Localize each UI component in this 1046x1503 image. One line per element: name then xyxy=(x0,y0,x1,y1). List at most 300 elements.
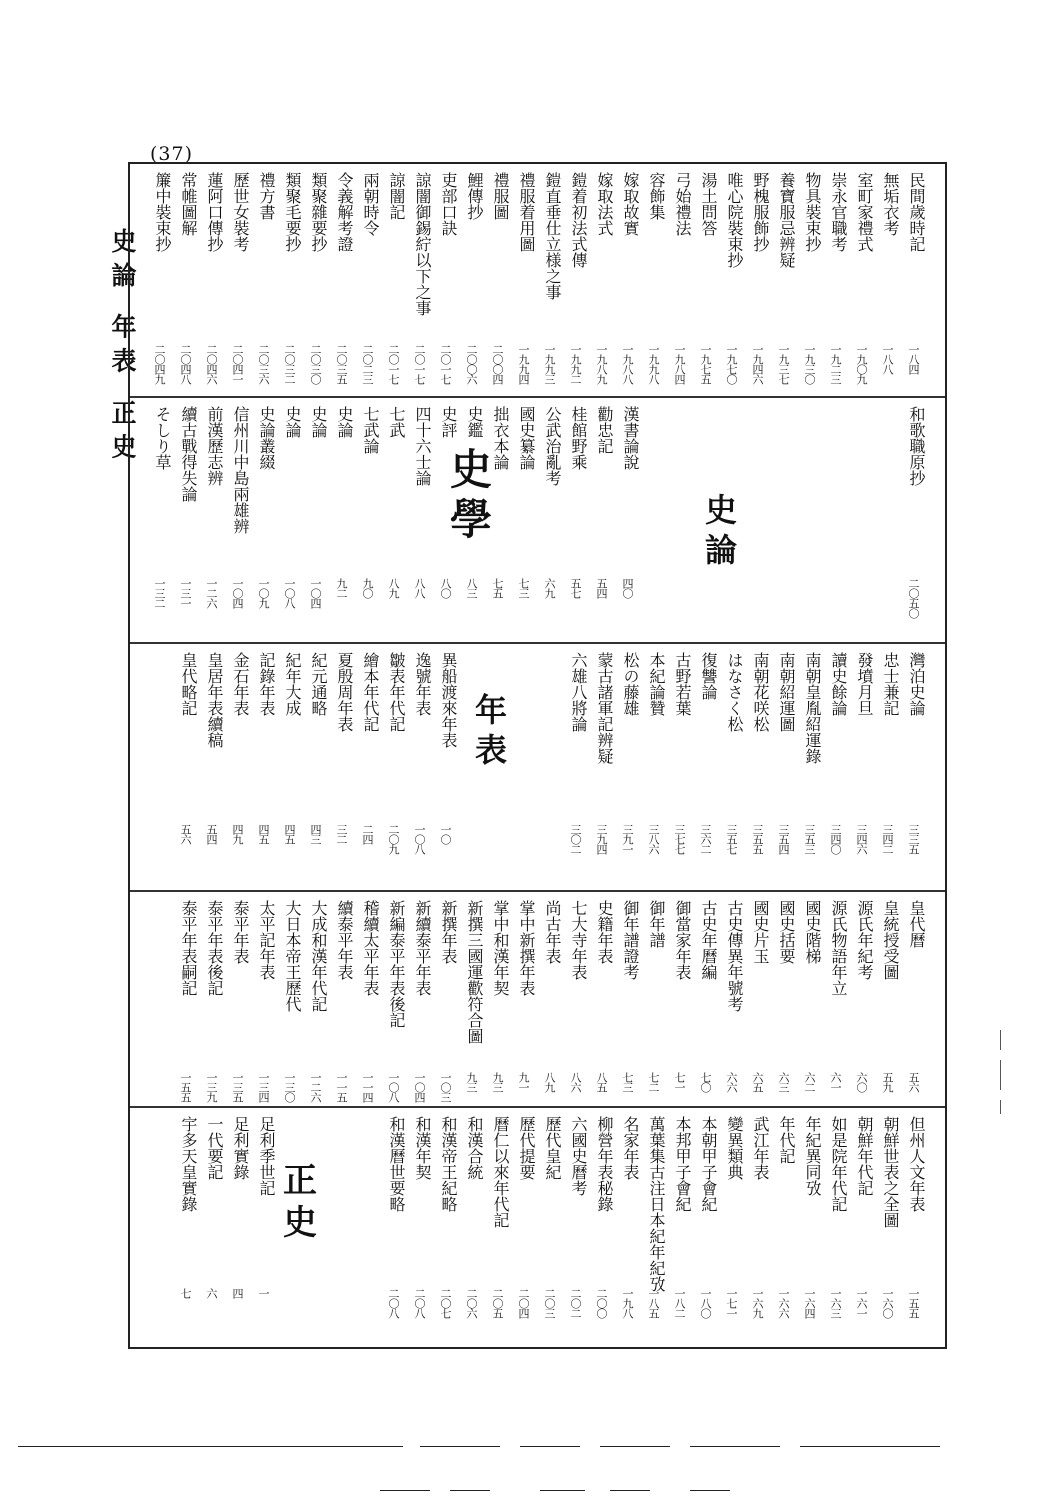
entry-title: 源氏物語年立 xyxy=(829,900,848,996)
entry-title: 南朝花咲松 xyxy=(751,652,770,732)
entry-title: 容飾集 xyxy=(647,172,666,220)
entry-title: 朝鮮世表之全圖 xyxy=(881,1116,900,1228)
entry-page-number: 九一 xyxy=(517,1072,530,1092)
entry-page-number: 三〇二 xyxy=(569,824,582,854)
entry-page-number xyxy=(492,824,505,874)
entry-page-number xyxy=(778,578,791,628)
entry-page-number: 二〇五〇 xyxy=(907,578,920,618)
entry-title: 嫁取故實 xyxy=(621,172,640,236)
bottom-rule xyxy=(450,1490,490,1491)
entry-page-number: 七三 xyxy=(517,578,530,598)
entry-title: 皺表年代記 xyxy=(387,652,406,732)
entry-page-number: 一九八 xyxy=(621,1288,634,1318)
entry-title: 古史年曆編 xyxy=(699,900,718,980)
entry-page-number: 一九九三 xyxy=(543,344,556,384)
entry-title: 野槐服飾抄 xyxy=(751,172,770,252)
edge-mark xyxy=(1000,1030,1001,1050)
entry-title: 禮服圖 xyxy=(491,172,510,220)
entry-title: 湯土問答 xyxy=(699,172,718,236)
entry-title: 類聚雜要抄 xyxy=(309,172,328,252)
entry-page-number: 一六〇 xyxy=(881,1288,894,1318)
entry-page-number: 六 xyxy=(205,1288,218,1298)
section-heading-shigaku-char: 學 xyxy=(450,495,493,544)
entry-title: 令義解考證 xyxy=(335,172,354,252)
entry-page-number: 一二六 xyxy=(205,578,218,608)
entry-title: はなさく松 xyxy=(725,652,744,732)
entry-title: 大日本帝王歷代 xyxy=(283,900,302,1012)
bottom-rule xyxy=(380,1490,430,1491)
entry-page-number: 六九 xyxy=(543,578,556,598)
entry-title: 和漢合統 xyxy=(465,1116,484,1180)
entry-page-number: 三九四 xyxy=(595,824,608,854)
entry-page-number xyxy=(518,824,531,874)
entry-title: 御年譜證考 xyxy=(621,900,640,980)
entry-page-number: 六三 xyxy=(777,1072,790,1092)
entry-page-number: 一五五 xyxy=(179,1072,192,1102)
entry-page-number: 三四〇 xyxy=(829,824,842,854)
entry-title: 年紀異同攷 xyxy=(803,1116,822,1196)
entry-title: 大成和漢年代記 xyxy=(309,900,328,1012)
entry-page-number: 一二六 xyxy=(309,1072,322,1102)
entry-page-number: 一六六 xyxy=(777,1288,790,1318)
entry-title: 如是院年代記 xyxy=(829,1116,848,1212)
entry-page-number: 一三一 xyxy=(179,578,192,608)
entry-title: 公武治亂考 xyxy=(543,406,562,486)
entry-page-number: 一八二 xyxy=(673,1288,686,1318)
entry-page-number: 一三二 xyxy=(153,578,166,608)
entry-page-number: 一九二三 xyxy=(829,344,842,384)
entry-page-number: 三九一 xyxy=(621,824,634,854)
bottom-rule xyxy=(540,1490,585,1491)
entry-title: 史鑑 xyxy=(465,406,484,438)
entry-page-number: 一〇八 xyxy=(283,578,296,608)
entry-title: 史評 xyxy=(439,406,458,438)
entry-title: 南朝紹運圖 xyxy=(777,652,796,732)
index-table xyxy=(128,162,947,1349)
section-heading-seishi-char: 正 xyxy=(283,1161,317,1201)
entry-title: 新編泰平年表後記 xyxy=(387,900,406,1028)
entry-title: 蒙古諸軍記辨疑 xyxy=(595,652,614,764)
entry-page-number: 八九 xyxy=(387,578,400,598)
entry-title: 續古戰得失論 xyxy=(179,406,198,502)
entry-page-number: 六五 xyxy=(751,1072,764,1092)
entry-title: 弓始禮法 xyxy=(673,172,692,236)
entry-page-number: 一九八九 xyxy=(595,344,608,384)
entry-page-number: 三八六 xyxy=(647,824,660,854)
entry-title: 歷世女裝考 xyxy=(231,172,250,252)
entry-page-number: 七三 xyxy=(621,1072,634,1092)
entry-page-number: 一九九四 xyxy=(517,344,530,384)
entry-page-number: 一 xyxy=(257,1288,270,1298)
entry-title: 名家年表 xyxy=(621,1116,640,1180)
section-heading-shiron-char: 史 xyxy=(705,491,738,529)
entry-page-number: 一八〇 xyxy=(699,1288,712,1318)
entry-title: 民間歲時記 xyxy=(907,172,926,252)
entry-page-number: 一九八八 xyxy=(621,344,634,384)
entry-page-number: 二〇一七 xyxy=(439,344,452,384)
entry-title: 國史階梯 xyxy=(803,900,822,964)
entry-title: 逸號年表 xyxy=(413,652,432,716)
band-divider xyxy=(130,1106,945,1108)
entry-title: 桂館野乘 xyxy=(569,406,588,470)
entry-page-number xyxy=(830,578,843,628)
entry-page-number: 一八五 xyxy=(647,1288,660,1318)
entry-title: 年代記 xyxy=(777,1116,796,1164)
entry-page-number: 九〇 xyxy=(361,578,374,598)
entry-page-number: 三二 xyxy=(335,824,348,844)
bottom-rule xyxy=(520,1446,580,1447)
entry-title: 足利季世記 xyxy=(257,1116,276,1196)
section-heading-nenpyo-char: 年 xyxy=(475,691,508,729)
entry-page-number: 二〇二 xyxy=(569,1288,582,1318)
entry-title: 記錄年表 xyxy=(257,652,276,716)
entry-page-number: 五四 xyxy=(595,578,608,598)
entry-title: 泰平年表嗣記 xyxy=(179,900,198,996)
entry-title: 一代要記 xyxy=(205,1116,224,1180)
entry-page-number: 四九 xyxy=(231,824,244,844)
entry-title: 諒闇記 xyxy=(387,172,406,220)
entry-title: 鎧直垂仕立様之事 xyxy=(543,172,562,300)
entry-title xyxy=(749,406,768,572)
entry-page-number: 一〇 xyxy=(439,824,452,844)
entry-page-number: 八九 xyxy=(543,1072,556,1092)
entry-title: 皇居年表續稿 xyxy=(205,652,224,748)
bottom-rule xyxy=(800,1446,940,1447)
entry-title: 御當家年表 xyxy=(673,900,692,980)
entry-title: 新撰三國運歡符合圖 xyxy=(465,900,484,1044)
entry-page-number: 一〇四 xyxy=(413,1072,426,1102)
entry-page-number: 一九八四 xyxy=(673,344,686,384)
entry-page-number: 二四 xyxy=(361,824,374,844)
entry-title: 蓮阿口傳抄 xyxy=(205,172,224,252)
entry-title: 南朝皇胤紹運錄 xyxy=(803,652,822,764)
band-divider xyxy=(130,396,945,398)
entry-title: 鯉傳抄 xyxy=(465,172,484,220)
entry-title: 史論 xyxy=(309,406,328,438)
entry-page-number: 三五五 xyxy=(751,824,764,854)
entry-page-number: 一三四 xyxy=(257,1072,270,1102)
entry-page-number: 一三九 xyxy=(205,1072,218,1102)
entry-page-number: 一六四 xyxy=(803,1288,816,1318)
entry-page-number: 三五三 xyxy=(803,824,816,854)
entry-page-number xyxy=(544,824,557,874)
section-heading-seishi-char: 史 xyxy=(283,1203,317,1243)
entry-title: 簾中裝束抄 xyxy=(153,172,172,252)
entry-title: 萬葉集古注日本紀年紀攷 xyxy=(647,1116,666,1292)
section-heading-nenpyo-char: 表 xyxy=(475,731,508,769)
entry-title: 尚古年表 xyxy=(543,900,562,964)
entry-page-number: 一九三七 xyxy=(777,344,790,384)
entry-page-number: 八六 xyxy=(569,1072,582,1092)
band-divider xyxy=(130,890,945,892)
entry-title: 國史片玉 xyxy=(751,900,770,964)
entry-page-number: 一七一 xyxy=(725,1288,738,1318)
bottom-rule xyxy=(18,1446,403,1447)
entry-page-number: 三四六 xyxy=(855,824,868,854)
entry-page-number: 八八 xyxy=(413,578,426,598)
entry-page-number: 五四 xyxy=(205,824,218,844)
entry-title: 國史纂論 xyxy=(517,406,536,470)
bottom-rule xyxy=(610,1490,650,1491)
entry-title: 灣泊史論 xyxy=(907,652,926,716)
entry-page-number: 一五五 xyxy=(907,1288,920,1318)
entry-title: 柳營年表秘錄 xyxy=(595,1116,614,1212)
entry-title: そしり草 xyxy=(153,406,172,470)
entry-title: 國史括要 xyxy=(777,900,796,964)
entry-title: 歷代提要 xyxy=(517,1116,536,1180)
entry-page-number: 七一 xyxy=(673,1072,686,1092)
entry-page-number: 一九九二 xyxy=(569,344,582,384)
entry-title xyxy=(333,1116,352,1282)
entry-title: 足利實錄 xyxy=(231,1116,250,1180)
entry-page-number: 二〇三五 xyxy=(335,344,348,384)
entry-title xyxy=(853,406,872,572)
entry-title: 拙衣本論 xyxy=(491,406,510,470)
entry-page-number: 一九〇九 xyxy=(855,344,868,384)
entry-page-number: 六〇 xyxy=(855,1072,868,1092)
entry-title: 本朝甲子會紀 xyxy=(699,1116,718,1212)
entry-page-number: 九二 xyxy=(335,578,348,598)
entry-page-number: 二〇五 xyxy=(491,1288,504,1318)
entry-page-number: 一九七〇 xyxy=(725,344,738,384)
entry-page-number xyxy=(804,578,817,628)
entry-page-number: 六一 xyxy=(829,1072,842,1092)
entry-title: 泰平年表後記 xyxy=(205,900,224,996)
entry-page-number: 一八八 xyxy=(881,344,894,374)
entry-page-number xyxy=(674,578,687,628)
entry-page-number xyxy=(856,578,869,628)
entry-title: 皇統授受圖 xyxy=(881,900,900,980)
page-number: (37) xyxy=(150,143,194,165)
edge-mark xyxy=(1000,1060,1001,1090)
running-header: 史論 年表 正史 xyxy=(108,228,137,468)
bottom-rule xyxy=(420,1446,500,1447)
entry-title: 和漢曆世要略 xyxy=(387,1116,406,1212)
entry-title: 四十六士論 xyxy=(413,406,432,486)
entry-title: 吏部口訣 xyxy=(439,172,458,236)
entry-title: 室町家禮式 xyxy=(855,172,874,252)
entry-page-number: 一九九八 xyxy=(647,344,660,384)
entry-title: 歷代皇紀 xyxy=(543,1116,562,1180)
entry-title xyxy=(801,406,820,572)
entry-page-number: 三六二 xyxy=(699,824,712,854)
entry-title: 金石年表 xyxy=(231,652,250,716)
entry-title: 嫁取法式 xyxy=(595,172,614,236)
entry-title: 曆仁以來年代記 xyxy=(491,1116,510,1228)
entry-title: 史論 xyxy=(335,406,354,438)
entry-page-number: 一六一 xyxy=(855,1288,868,1318)
entry-page-number xyxy=(310,1288,323,1338)
entry-page-number: 七五 xyxy=(491,578,504,598)
entry-page-number: 一九四六 xyxy=(751,344,764,384)
bottom-rule xyxy=(600,1446,670,1447)
entry-title xyxy=(515,652,534,818)
entry-page-number: 二〇四一 xyxy=(231,344,244,384)
entry-title: 續泰平年表 xyxy=(335,900,354,980)
entry-page-number: 六六 xyxy=(725,1072,738,1092)
entry-title: 掌中新撰年表 xyxy=(517,900,536,996)
entry-page-number: 四 xyxy=(231,1288,244,1298)
entry-title: 變異類典 xyxy=(725,1116,744,1180)
entry-title: 和漢年契 xyxy=(413,1116,432,1180)
entry-page-number xyxy=(882,578,895,628)
entry-title xyxy=(879,406,898,572)
entry-page-number xyxy=(752,578,765,628)
entry-page-number: 一三〇 xyxy=(283,1072,296,1102)
entry-page-number xyxy=(284,1288,297,1338)
entry-title: 忠士兼記 xyxy=(881,652,900,716)
entry-page-number: 八〇 xyxy=(439,578,452,598)
entry-title: 和歌職原抄 xyxy=(907,406,926,486)
entry-page-number: 一〇四 xyxy=(231,578,244,608)
entry-page-number: 七〇 xyxy=(699,1072,712,1092)
entry-page-number: 二〇四八 xyxy=(179,344,192,384)
entry-title: 和漢帝王紀略 xyxy=(439,1116,458,1212)
entry-page-number: 二〇七 xyxy=(439,1288,452,1318)
entry-title: 勸忠記 xyxy=(595,406,614,454)
entry-title: 物具裝束抄 xyxy=(803,172,822,252)
entry-page-number: 三五七 xyxy=(725,824,738,854)
entry-title: 御年譜 xyxy=(647,900,666,948)
entry-page-number: 二〇三六 xyxy=(257,344,270,384)
entry-title: 唯心院裝束抄 xyxy=(725,172,744,268)
section-heading-shiron-char: 論 xyxy=(705,531,738,569)
entry-title: 類聚毛要抄 xyxy=(283,172,302,252)
entry-page-number: 一〇八 xyxy=(413,824,426,854)
entry-title: 復讐論 xyxy=(699,652,718,700)
entry-title: 七大寺年表 xyxy=(569,900,588,980)
entry-page-number: 二〇四九 xyxy=(153,344,166,384)
entry-page-number: 六二 xyxy=(803,1072,816,1092)
entry-title: 養寶服忌辨疑 xyxy=(777,172,796,268)
entry-title: 本紀論贊 xyxy=(647,652,666,716)
entry-title: 紀元通略 xyxy=(309,652,328,716)
entry-title: 漢書論說 xyxy=(621,406,640,470)
entry-page-number xyxy=(362,1288,375,1338)
entry-page-number: 二〇六 xyxy=(465,1288,478,1318)
entry-page-number: 二〇九 xyxy=(387,824,400,854)
entry-title: 兩朝時令 xyxy=(361,172,380,236)
entry-page-number: 八三 xyxy=(465,578,478,598)
entry-page-number: 三五四 xyxy=(777,824,790,854)
entry-title: 新續泰平年表 xyxy=(413,900,432,996)
entry-title: 稽續太平年表 xyxy=(361,900,380,996)
entry-title: 六雄八將論 xyxy=(569,652,588,732)
entry-title: 泰平年表 xyxy=(231,900,250,964)
entry-title: 前漢歷志辨 xyxy=(205,406,224,486)
entry-page-number: 三七七 xyxy=(673,824,686,854)
entry-page-number: 五七 xyxy=(569,578,582,598)
entry-page-number: 二〇四 xyxy=(517,1288,530,1318)
entry-page-number: 一〇八 xyxy=(387,1072,400,1102)
entry-page-number: 二〇〇四 xyxy=(491,344,504,384)
entry-title: 史論 xyxy=(283,406,302,438)
entry-title: 無垢衣考 xyxy=(881,172,900,236)
entry-page-number: 一三五 xyxy=(231,1072,244,1102)
entry-page-number: 八五 xyxy=(595,1072,608,1092)
entry-title: 紀年大成 xyxy=(283,652,302,716)
entry-page-number xyxy=(700,578,713,628)
entry-title xyxy=(671,406,690,572)
entry-title: 信州川中島兩雄辨 xyxy=(231,406,250,534)
entry-title: 讀史餘論 xyxy=(829,652,848,716)
entry-title xyxy=(775,406,794,572)
entry-page-number: 二〇三 xyxy=(543,1288,556,1318)
entry-title: 掌中和漢年契 xyxy=(491,900,510,996)
entry-title: 皇代曆 xyxy=(907,900,926,948)
edge-mark xyxy=(1000,1100,1001,1114)
entry-title: 但州人文年表 xyxy=(907,1116,926,1212)
entry-title: 繪本年代記 xyxy=(361,652,380,732)
entry-page-number: 二〇一七 xyxy=(387,344,400,384)
bottom-rule xyxy=(690,1446,780,1447)
entry-title: 夏殷周年表 xyxy=(335,652,354,732)
entry-title: 崇永官職考 xyxy=(829,172,848,252)
entry-title: 七武 xyxy=(387,406,406,438)
entry-title: 宇多天皇實錄 xyxy=(179,1116,198,1212)
entry-page-number: 一一四 xyxy=(361,1072,374,1102)
band-divider xyxy=(130,642,945,644)
entry-title: 皇代略記 xyxy=(179,652,198,716)
entry-page-number: 四〇 xyxy=(621,578,634,598)
entry-page-number xyxy=(648,578,661,628)
entry-page-number: 一〇九 xyxy=(257,578,270,608)
entry-page-number: 四五 xyxy=(283,824,296,844)
entry-title: 七武論 xyxy=(361,406,380,454)
entry-page-number: 二〇三〇 xyxy=(309,344,322,384)
entry-page-number: 二〇三二 xyxy=(283,344,296,384)
entry-title: 史籍年表 xyxy=(595,900,614,964)
entry-title: 發墳月旦 xyxy=(855,652,874,716)
entry-page-number: 三四二 xyxy=(881,824,894,854)
entry-page-number xyxy=(466,824,479,874)
entry-page-number: 九三 xyxy=(491,1072,504,1092)
entry-title: 源氏年紀考 xyxy=(855,900,874,980)
entry-title: 史論叢綴 xyxy=(257,406,276,470)
entry-title: 六國史曆考 xyxy=(569,1116,588,1196)
entry-title xyxy=(541,652,560,818)
entry-page-number: 二〇一七 xyxy=(413,344,426,384)
section-heading-shigaku-char: 史 xyxy=(450,445,493,494)
entry-title: 鎧着初法式傳 xyxy=(569,172,588,268)
entry-page-number xyxy=(726,578,739,628)
entry-page-number: 一九三〇 xyxy=(803,344,816,384)
entry-page-number: 五六 xyxy=(907,1072,920,1092)
entry-page-number: 一〇四 xyxy=(309,578,322,608)
entry-page-number: 七二 xyxy=(647,1072,660,1092)
entry-page-number: 一八四 xyxy=(907,344,920,374)
entry-title: 禮服着用圖 xyxy=(517,172,536,252)
entry-title: 新撰年表 xyxy=(439,900,458,964)
entry-page-number: 一〇三 xyxy=(439,1072,452,1102)
entry-page-number: 二〇二三 xyxy=(361,344,374,384)
entry-page-number: 一六九 xyxy=(751,1288,764,1318)
bottom-rule xyxy=(690,1490,730,1491)
entry-page-number: 二〇四六 xyxy=(205,344,218,384)
entry-title xyxy=(827,406,846,572)
entry-title xyxy=(645,406,664,572)
entry-title: 太平記年表 xyxy=(257,900,276,980)
entry-title: 武江年表 xyxy=(751,1116,770,1180)
entry-page-number: 二〇〇六 xyxy=(465,344,478,384)
entry-page-number: 一九七五 xyxy=(699,344,712,384)
entry-title: 常帷圖解 xyxy=(179,172,198,236)
entry-title: 古史傳異年號考 xyxy=(725,900,744,1012)
entry-page-number: 二〇八 xyxy=(413,1288,426,1318)
entry-title: 本邦甲子會紀 xyxy=(673,1116,692,1212)
entry-title xyxy=(359,1116,378,1282)
entry-page-number: 七 xyxy=(179,1288,192,1298)
